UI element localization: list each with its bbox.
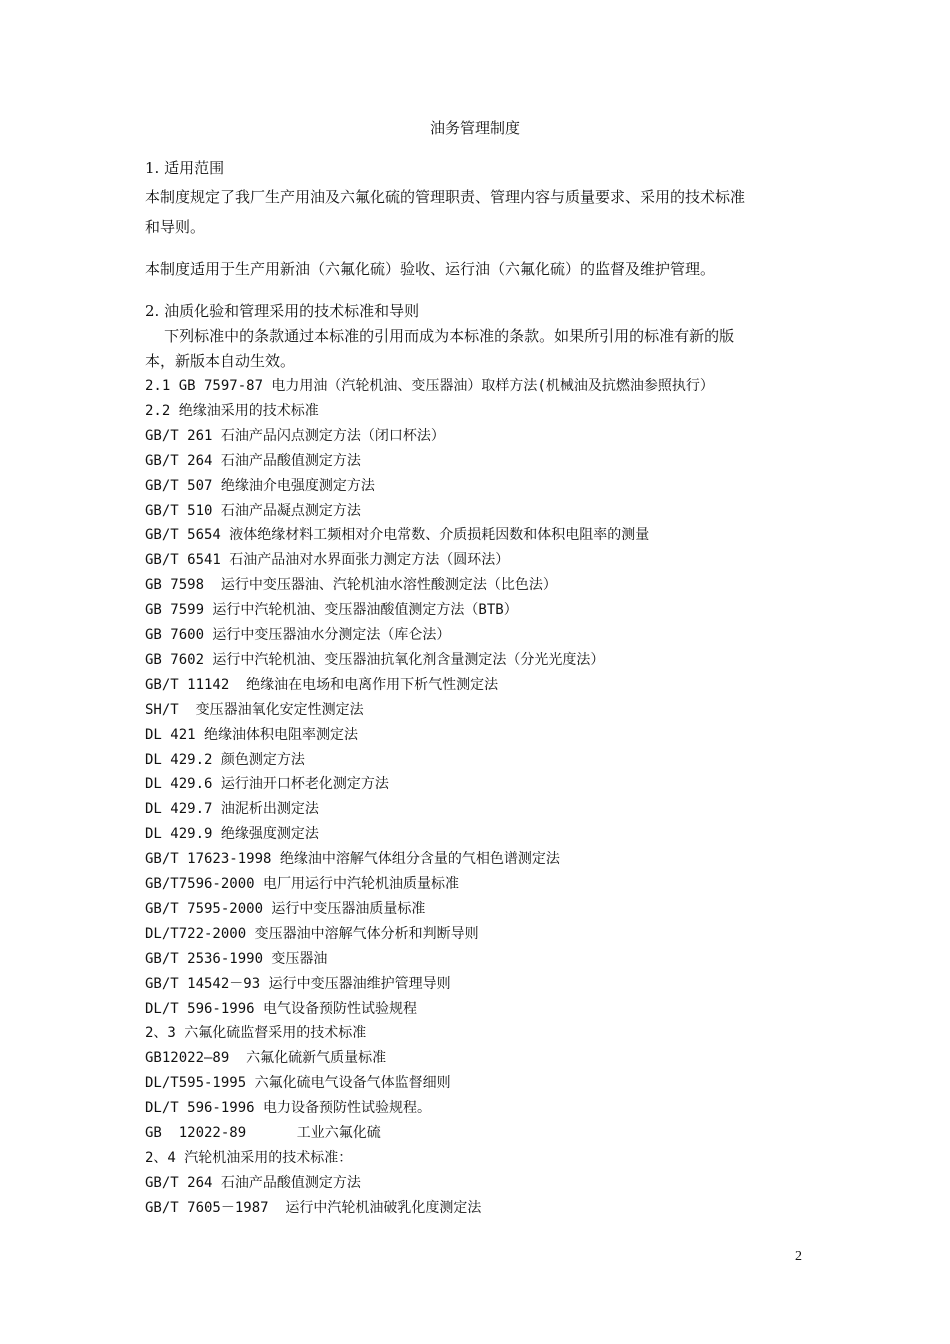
section-1-paragraph-line-2: 和导则。 bbox=[145, 218, 206, 236]
standard-item: 2.2 绝缘油采用的技术标准 bbox=[145, 403, 319, 419]
standard-item: GB/T 7605－1987 运行中汽轮机油破乳化度测定法 bbox=[145, 1200, 482, 1216]
standard-item: DL 429.2 颜色测定方法 bbox=[145, 752, 305, 768]
standard-item: GB/T 7595-2000 运行中变压器油质量标准 bbox=[145, 901, 426, 917]
section-1-paragraph-line-1: 本制度规定了我厂生产用油及六氟化硫的管理职责、管理内容与质量要求、采用的技术标准 bbox=[145, 188, 746, 206]
standard-item: GB/T 14542－93 运行中变压器油维护管理导则 bbox=[145, 976, 451, 992]
page-number: 2 bbox=[795, 1249, 802, 1264]
standard-item: SH/T 变压器油氧化安定性测定法 bbox=[145, 702, 364, 718]
standard-item: GB/T 5654 液体绝缘材料工频相对介电常数、介质损耗因数和体积电阻率的测量 bbox=[145, 527, 650, 543]
standard-item: GB12022—89 六氟化硫新气质量标准 bbox=[145, 1050, 387, 1066]
standard-item: GB/T 6541 石油产品油对水界面张力测定方法（圆环法） bbox=[145, 552, 510, 568]
standard-item: GB 7602 运行中汽轮机油、变压器油抗氧化剂含量测定法（分光光度法） bbox=[145, 652, 605, 668]
standard-item: GB/T 510 石油产品凝点测定方法 bbox=[145, 503, 361, 519]
section-1-heading: 1. 适用范围 bbox=[145, 159, 225, 177]
section-1-paragraph-2: 本制度适用于生产用新油（六氟化硫）验收、运行油（六氟化硫）的监督及维护管理。 bbox=[145, 260, 716, 278]
standard-item: DL/T595-1995 六氟化硫电气设备气体监督细则 bbox=[145, 1075, 451, 1091]
standard-item: GB/T 17623-1998 绝缘油中溶解气体组分含量的气相色谱测定法 bbox=[145, 851, 560, 867]
standard-item: GB 7600 运行中变压器油水分测定法（库仑法） bbox=[145, 627, 451, 643]
standard-item: 2、3 六氟化硫监督采用的技术标准 bbox=[145, 1025, 367, 1041]
standard-item: GB/T 264 石油产品酸值测定方法 bbox=[145, 1175, 361, 1191]
standard-item: GB/T 264 石油产品酸值测定方法 bbox=[145, 453, 361, 469]
standard-item: DL 429.7 油泥析出测定法 bbox=[145, 801, 319, 817]
standard-item: DL/T 596-1996 电力设备预防性试验规程。 bbox=[145, 1100, 432, 1116]
section-2-intro-line-2: 本，新版本自动生效。 bbox=[145, 352, 296, 370]
standard-item: DL 429.9 绝缘强度测定法 bbox=[145, 826, 319, 842]
document-title: 油务管理制度 bbox=[429, 119, 520, 137]
standard-item: GB/T 261 石油产品闪点测定方法（闭口杯法） bbox=[145, 428, 445, 444]
section-2-intro-line-1: 下列标准中的条款通过本标准的引用而成为本标准的条款。如果所引用的标准有新的版 bbox=[145, 327, 735, 345]
standard-item: DL/T722-2000 变压器油中溶解气体分析和判断导则 bbox=[145, 926, 479, 942]
standard-item: GB/T 2536-1990 变压器油 bbox=[145, 951, 328, 967]
standard-item: GB 12022-89 工业六氟化硫 bbox=[145, 1125, 381, 1141]
standard-item: DL 429.6 运行油开口杯老化测定方法 bbox=[145, 776, 389, 792]
standard-item: GB/T 507 绝缘油介电强度测定方法 bbox=[145, 478, 375, 494]
standard-item: DL 421 绝缘油体积电阻率测定法 bbox=[145, 727, 359, 743]
standard-item: 2.1 GB 7597-87 电力用油（汽轮机油、变压器油）取样方法(机械油及抗燃油参照执行） bbox=[145, 378, 714, 394]
standard-item: 2、4 汽轮机油采用的技术标准： bbox=[145, 1150, 353, 1166]
standard-item: DL/T 596-1996 电气设备预防性试验规程 bbox=[145, 1001, 418, 1017]
section-2-heading: 2. 油质化验和管理采用的技术标准和导则 bbox=[145, 302, 420, 320]
standard-item: GB/T 11142 绝缘油在电场和电离作用下析气性测定法 bbox=[145, 677, 499, 693]
standard-item: GB/T7596-2000 电厂用运行中汽轮机油质量标准 bbox=[145, 876, 460, 892]
standard-item: GB 7599 运行中汽轮机油、变压器油酸值测定方法（BTB） bbox=[145, 602, 518, 618]
standard-item: GB 7598 运行中变压器油、汽轮机油水溶性酸测定法（比色法） bbox=[145, 577, 557, 593]
